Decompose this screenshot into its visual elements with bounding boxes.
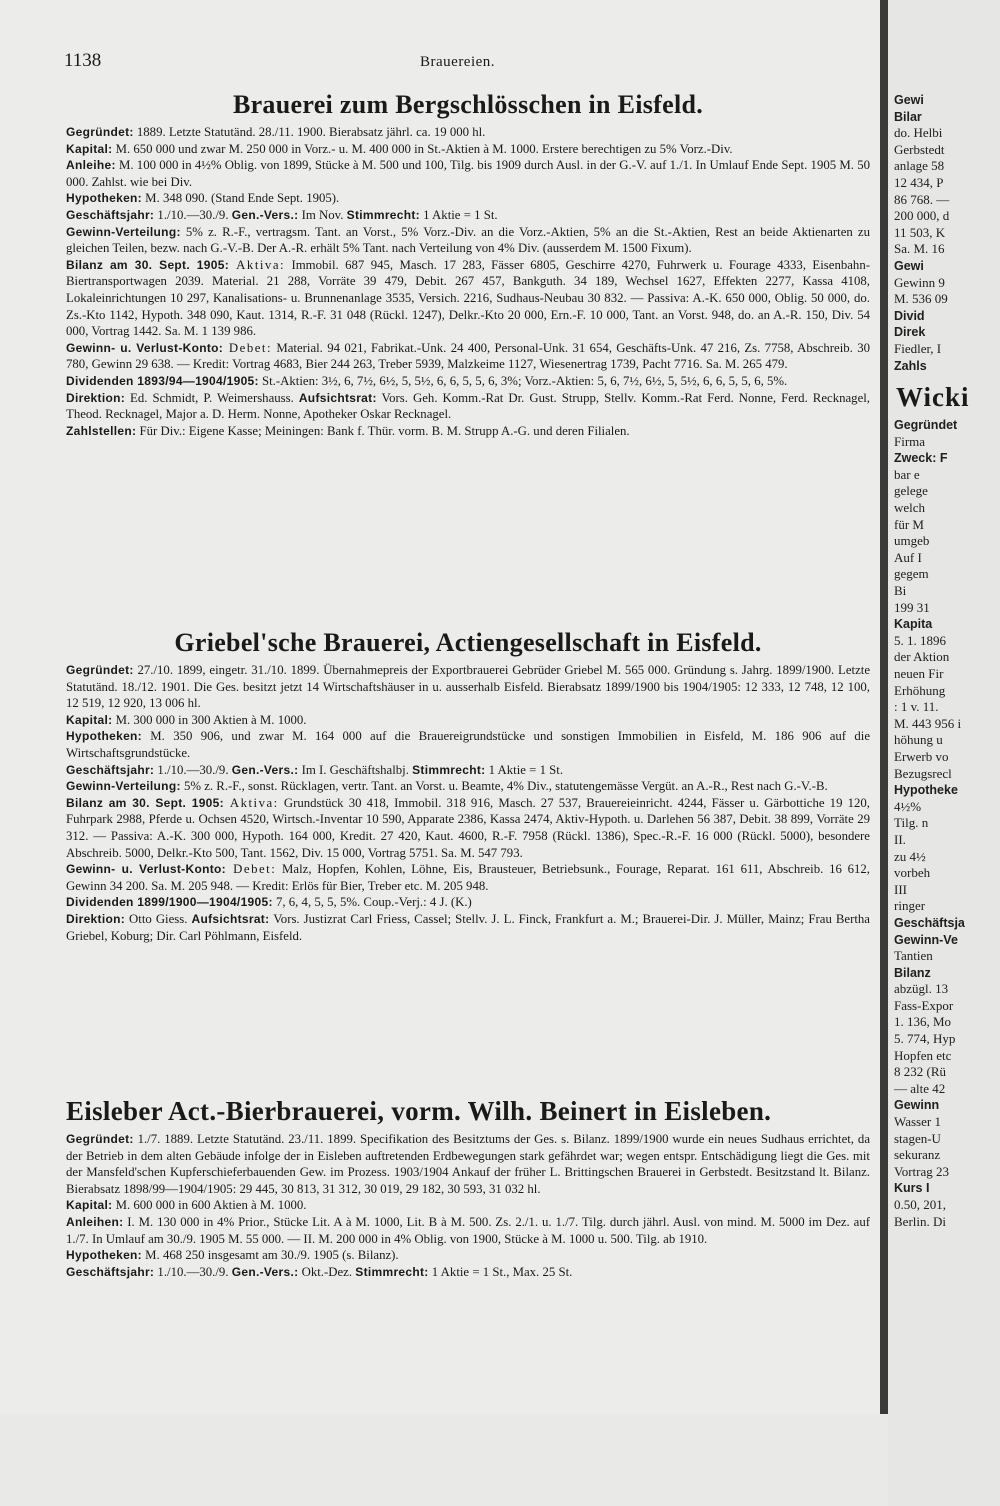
adjacent-column-line: Fiedler, I [894, 340, 942, 356]
entry-label: Kapital: [66, 141, 113, 156]
entry-label: Aufsichtsrat: [191, 911, 270, 926]
adjacent-column-line: sekuranz [894, 1147, 941, 1163]
entry-text: Material. 94 021, Fabrikat.-Unk. 24 400, Personal-Unk. 31 654, Geschäfts-Unk. 47 216, Zs. 7758, Abschreib. 30 780, Gewinn 29 638. — Kredit: Vortrag 4683, Bier 244 263, Treber 5939, Malzkeime 1127, Wiesenertrag 1739, Pacht 7716. Sa. M. 265 479. [66, 340, 871, 372]
adjacent-column-line: Fass-Expor [894, 997, 954, 1013]
entry-text: M. 468 250 insgesamt am 30./9. 1905 (s. Bilanz). [141, 1248, 399, 1263]
entry-paragraph [66, 257, 870, 340]
entry-label: Hypotheken: [66, 1248, 142, 1263]
adjacent-column-line: umgeb [894, 533, 930, 549]
running-head: Brauereien. [420, 54, 496, 70]
adjacent-column-line: 5. 774, Hyp [894, 1031, 956, 1047]
adjacent-column-line: II. [894, 831, 906, 847]
entry-text: M. 348 090. (Stand Ende Sept. 1905). [141, 191, 340, 206]
adjacent-column-line: Zahls [894, 358, 927, 373]
entry-text: Für Div.: Eigene Kasse; Meiningen: Bank f. Thür. vorm. B. M. Strupp A.-G. und deren Filialen. [136, 423, 630, 438]
entry-spaced-label: Debet: [225, 862, 277, 877]
adjacent-column-line: M. 536 09 [894, 291, 948, 307]
entry-label: Stimmrecht: [355, 1264, 429, 1279]
entry-text: 27./10. 1899, eingetr. 31./10. 1899. Übernahmepreis der Exportbrauerei Gebrüder Griebel M. 565 000. Gründung s. Jahrg. 1899/1900. Letzte Statutänd. 18./12. 1901. Die Ges. besitzt jetzt 14 Wirtschaftshäuser in u. ausserhalb Eisfeld. Bierabsatz 1899/1900 bis 1904/1905: 12 333, 12 748, 12 100, 12 519, 12 920, 13 006 hl. [66, 663, 870, 711]
article-bergschloesschen [66, 90, 870, 439]
adjacent-column-line: Gerbstedt [894, 141, 945, 157]
entry-label: Gewinn- u. Verlust-Konto: [66, 862, 226, 877]
adjacent-column-line: 5. 1. 1896 [894, 632, 946, 648]
entry-label: Aufsichtsrat: [298, 390, 377, 405]
adjacent-column-line: Gewinn 9 [894, 274, 945, 290]
entry-paragraph [66, 911, 870, 944]
entry-label: Gewinn-Verteilung: [66, 779, 181, 794]
entry-label: Stimmrecht: [346, 207, 420, 222]
entry-spaced-label: Aktiva: [223, 795, 279, 810]
entry-label: Kapital: [66, 712, 113, 727]
entry-label: Kapital: [66, 1198, 113, 1213]
adjacent-column-line: Kapita [894, 617, 933, 632]
adjacent-column-line: Hypotheke [894, 783, 958, 798]
article-eisleber [66, 1096, 870, 1280]
adjacent-column-line: 200 000, d [894, 208, 950, 224]
adjacent-column-line: Erwerb vo [894, 748, 949, 764]
entry-label: Geschäftsjahr: [66, 207, 155, 222]
adjacent-column-line: 86 768. — [894, 191, 950, 207]
adjacent-column-line: bar e [894, 466, 920, 482]
adjacent-column-line: 11 503, K [894, 224, 946, 240]
entry-label: Gen.-Vers.: [231, 207, 299, 222]
adjacent-column-line: welch [894, 500, 926, 516]
entry-label: Zahlstellen: [66, 423, 137, 438]
adjacent-column-line: Berlin. Di [894, 1213, 946, 1229]
adjacent-column-line: Hopfen etc [894, 1047, 952, 1063]
adjacent-column-line: Kurs I [894, 1181, 930, 1196]
entry-paragraph [66, 1214, 870, 1247]
entry-text: 1./10.—30./9. [154, 1264, 232, 1279]
adjacent-column-line: stagen-U [894, 1130, 941, 1146]
adjacent-column-line: 199 31 [894, 599, 930, 615]
adjacent-column-line: Gewi [894, 93, 924, 107]
adjacent-column-line: Wasser 1 [894, 1114, 941, 1130]
adjacent-column-line: Bi [894, 583, 907, 599]
entry-text: 1 Aktie = 1 St., Max. 25 St. [428, 1264, 573, 1279]
entry-label: Direktion: [66, 911, 126, 926]
entry-text: 1./10.—30./9. [154, 762, 232, 777]
entry-text: Immobil. 687 945, Masch. 17 283, Fässer 6805, Geschirre 4270, Fuhrwerk u. Fourage 4333, Eisenbahn-Biertransportwagen 2039. Material. 21 288, Vorräte 39 479, Debit. 267 457, Bankguth. 34 189, Wechsel 1627, Effekten 2277, Kassa 4108, Lokaleinrichtungen 10 297, Kanalisations- u. Brunnenanlage 3535, Versich. 2216, Sudhaus-Neubau 30 832. — Passiva: A.-K. 650 000, Oblig. 50 000, do. Zs.-Kto 1142, Hypoth. 348 090, Kaut. 1314, R.-F. 31 048 (Rückl. 1247), Delkr.-Kto 20 000, Ern.-F. 10 000, Tant. an Vorst. 948, do. an A.-R. 150, Div. 54 000, Vortrag 1442. Sa. M. 1 139 986. [66, 257, 870, 339]
entry-paragraph [66, 728, 870, 761]
adjacent-column-line: Tantien [894, 948, 933, 964]
adjacent-column-line: Gewinn-Ve [894, 932, 958, 947]
page-number: 1138 [64, 50, 102, 71]
entry-text: 7, 6, 4, 5, 5, 5%. Coup.-Verj.: 4 J. (K.) [272, 895, 472, 910]
adjacent-column-line: Auf I [894, 549, 922, 565]
adjacent-column-line: neuen Fir [894, 666, 944, 681]
entry-label: Dividenden 1893/94—1904/1905: [66, 373, 259, 388]
entry-text: Malz, Hopfen, Kohlen, Löhne, Eis, Brausteuer, Betriebsunk., Fourage, Reparat. 161 611, Abschreib. 16 612, Gewinn 34 200. Sa. M. 205 948. — Kredit: Erlös für Bier, Treber etc. M. 205 948. [66, 862, 871, 893]
entry-label: Gegründet: [66, 663, 134, 677]
adjacent-column-line: Direk [894, 325, 926, 340]
adjacent-column-line: abzügl. 13 [894, 981, 949, 997]
entry-text: M. 300 000 in 300 Aktien à M. 1000. [112, 712, 307, 727]
entry-text: Ed. Schmidt, P. Weimershauss. [125, 390, 299, 405]
adjacent-column-line: Gewi [894, 258, 924, 273]
adjacent-column-line: 12 434, P [894, 174, 944, 190]
entry-paragraph [66, 141, 870, 158]
entry-text: 1 Aktie = 1 St. [419, 207, 498, 222]
entry-label: Direktion: [66, 390, 126, 405]
entry-label: Gegründet: [66, 1132, 134, 1146]
entry-label: Anleihe: [66, 158, 116, 173]
entry-text: 1889. Letzte Statutänd. 28./11. 1900. Bierabsatz jährl. ca. 19 000 hl. [133, 125, 486, 139]
adjacent-column-line: do. Helbi [894, 125, 943, 141]
entry-paragraph [66, 662, 870, 712]
article-title: Griebel'sche Brauerei, Actiengesellschaft in Eisfeld. [174, 628, 762, 657]
entry-text: Vors. Geh. Komm.-Rat Dr. Gust. Strupp, Stellv. Komm.-Rat Ferd. Nonne, Ferd. Recknagel, Theod. Recknagel, Major a. D. Herm. Nonne, Apotheker Oskar Recknagel. [66, 390, 870, 422]
entry-label: Geschäftsjahr: [66, 762, 155, 777]
adjacent-column-line: Gegründet [894, 418, 958, 433]
adjacent-column-line: Wicki [896, 382, 970, 413]
entry-paragraph [66, 1131, 870, 1197]
adjacent-column-line: 1. 136, Mo [894, 1014, 952, 1030]
entry-paragraph [66, 390, 870, 423]
entry-label: Hypotheken: [66, 729, 142, 744]
adjacent-column-line: Tilg. n [894, 815, 929, 831]
entry-text: 5% z. R.-F., vertragsm. Tant. an Vorst., 5% Vorz.-Div. an die Vorz.-Aktien, 5% an die St.-Aktien, Rest an beide Aktienarten zu gleichen Teilen, bezw. nach G.-V.-B. Der A.-R. erhält 5% Tant. nach Verteilung von 4% Div. (ausserdem M. 1500 Fixum). [66, 224, 870, 256]
entry-text: 1 Aktie = 1 St. [485, 762, 564, 777]
adjacent-column-line: Divid [894, 308, 925, 323]
adjacent-column-line: Gewinn [894, 1098, 940, 1113]
article-title: Eisleber Act.-Bierbrauerei, vorm. Wilh. Beinert in Eisleben. [66, 1096, 772, 1126]
entry-text: Otto Giess. [125, 911, 192, 926]
entry-paragraph [66, 157, 870, 190]
entry-label: Anleihen: [66, 1214, 124, 1229]
entry-text: Im Nov. [298, 207, 347, 222]
entry-text: Vors. Justizrat Carl Friess, Cassel; Stellv. J. L. Finck, Frankfurt a. M.; Brauerei-Dir. J. Müller, Mainz; Frau Bertha Griebel, Koburg; Dir. Carl Pöhlmann, Eisfeld. [66, 911, 870, 943]
entry-text: M. 600 000 in 600 Aktien à M. 1000. [112, 1198, 307, 1213]
entry-text: M. 650 000 und zwar M. 250 000 in Vorz.- u. M. 400 000 in St.-Aktien à M. 1000. Erstere berechtigen zu 5% Vorz.-Div. [112, 141, 733, 156]
entry-text: Grundstück 30 418, Immobil. 318 916, Masch. 27 537, Brauereieinricht. 4244, Fässer u. Gärbottiche 19 120, Fuhrpark 2988, Pferde u. Ochsen 4520, Wirtsch.-Inventar 10 590, Apparate 2386, Kassa 2474, Aktiv-Hypoth. u. Darlehen 56 387, Debit. 38 899, Vorräte 29 312. — Passiva: A.-K. 300 000, Hypoth. 164 000, Kredit. 27 420, Kaut. 4600, R.-F. 7958 (Rückl. 1386), Spec.-R.-F. 16 000 (Rückl. 5000), besondere Abschreib. 5000, Delkr.-Kto 500, Tant. 1562, Div. 15 000, Vortrag 5751. Sa. M. 547 793. [66, 795, 870, 860]
entry-label: Gen.-Vers.: [231, 1264, 299, 1279]
entry-label: Bilanz am 30. Sept. 1905: [66, 257, 229, 272]
entry-text: M. 100 000 in 4½% Oblig. von 1899, Stücke à M. 500 und 100, Tilg. bis 1909 durch Ausl. in der G.-V. auf 1./1. In Umlauf Ende Sept. 1905 M. 50 000. Zahlst. wie bei Div. [66, 158, 870, 189]
entry-paragraph [66, 795, 870, 861]
entry-label: Gewinn-Verteilung: [66, 224, 181, 239]
adjacent-column-line: Bezugsrecl [894, 765, 952, 781]
entry-text: Im I. Geschäftshalbj. [298, 762, 413, 777]
entry-paragraph [66, 778, 870, 795]
entry-label: Dividenden 1899/1900—1904/1905: [66, 895, 273, 910]
adjacent-column-line: gelege [894, 483, 928, 499]
entry-spaced-label: Aktiva: [229, 257, 286, 272]
entry-paragraph [66, 224, 870, 257]
entry-text: 5% z. R.-F., sonst. Rücklagen, vertr. Tant. an Vorst. u. Beamte, 4% Div., statutengemässe Vergüt. an A.-R., Rest nach G.-V.-B. [180, 779, 828, 794]
entry-paragraph [66, 894, 870, 911]
entry-paragraph [66, 190, 870, 207]
adjacent-column-line: der Aktion [894, 649, 950, 665]
adjacent-page-column [888, 0, 1000, 1506]
adjacent-column-line: Bilanz [894, 965, 931, 980]
adjacent-column-line: gegem [894, 566, 929, 582]
adjacent-column-line: anlage 58 [894, 158, 945, 174]
adjacent-column-line: für M [894, 516, 924, 532]
page-gutter [880, 0, 888, 1414]
adjacent-column-line: Geschäftsja [894, 915, 965, 930]
entry-label: Hypotheken: [66, 191, 142, 206]
adjacent-column-line: — alte 42 [894, 1080, 946, 1096]
entry-paragraph [66, 207, 870, 224]
adjacent-column-line: M. 443 956 i [894, 715, 962, 731]
adjacent-column-line: Zweck: F [894, 451, 948, 466]
adjacent-column-line: höhung u [894, 732, 943, 748]
adjacent-column-line: ringer [894, 898, 926, 914]
entry-label: Stimmrecht: [412, 762, 486, 777]
entry-paragraph [66, 1197, 870, 1214]
adjacent-column-line: 0.50, 201, [894, 1197, 946, 1212]
entry-paragraph [66, 861, 870, 894]
article-griebel [66, 628, 870, 944]
adjacent-column-line: 4½% [894, 798, 922, 814]
entry-paragraph [66, 1247, 870, 1264]
adjacent-column-line: Vortrag 23 [894, 1163, 950, 1179]
adjacent-column-line: zu 4½ [894, 848, 926, 864]
entry-paragraph [66, 762, 870, 779]
adjacent-column-line: Sa. M. 16 [894, 241, 945, 257]
entry-label: Geschäftsjahr: [66, 1264, 155, 1279]
entry-label: Gen.-Vers.: [231, 762, 299, 777]
entry-text: Okt.-Dez. [298, 1264, 356, 1279]
entry-label: Gewinn- u. Verlust-Konto: [66, 340, 224, 355]
entry-label: Gegründet: [66, 125, 134, 139]
entry-text: 1./7. 1889. Letzte Statutänd. 23./11. 1899. Specifikation des Besitztums der Ges. s. Bilanz. 1899/1900 wurde ein neues Sudhaus errichtet, da der Betrieb in dem alten Gebäude infolge der in Eisleben auftretenden Erdbewegungen stark gefährdet war; wegen entspr. Entschädigung liegt die Ges. mit der Mansfeld'schen Kupferschieferbauenden Gew. im Prozess. 1903/1904 Ankauf der früher L. Brittingschen Brauerei in Gerbstedt. Besitzstand lt. Bilanz. Bierabsatz 1898/99—1904/1905: 29 445, 30 813, 31 312, 30 019, 29 182, 30 593, 31 032 hl. [66, 1132, 870, 1196]
entry-paragraph [66, 340, 870, 373]
entry-paragraph [66, 712, 870, 729]
entry-paragraph [66, 423, 870, 440]
adjacent-column-line: Firma [894, 433, 926, 449]
entry-paragraph [66, 373, 870, 390]
entry-text: St.-Aktien: 3½, 6, 7½, 6½, 5, 5½, 6, 6, 5, 5, 6, 3%; Vorz.-Aktien: 5, 6, 7½, 6½, 5, 5½, 6, 6, 5, 5, 6, 5%. [258, 373, 788, 388]
adjacent-column-line: Bilar [894, 109, 922, 124]
adjacent-column-line: vorbeh [894, 865, 931, 881]
entry-paragraph [66, 124, 870, 141]
adjacent-column-line: : 1 v. 11. [894, 699, 939, 715]
entry-label: Bilanz am 30. Sept. 1905: [66, 795, 224, 810]
entry-paragraph [66, 1264, 870, 1281]
entry-spaced-label: Debet: [223, 340, 273, 355]
article-title: Brauerei zum Bergschlösschen in Eisfeld. [232, 90, 704, 119]
adjacent-column-line: Erhöhung [894, 682, 946, 698]
adjacent-column-line: 8 232 (Rü [894, 1064, 946, 1080]
entry-text: 1./10.—30./9. [154, 207, 232, 222]
entry-text: M. 350 906, und zwar M. 164 000 auf die Brauereigrundstücke und sonstigen Immobilien in Eisfeld, M. 186 906 auf die Wirtschaftsgrundstücke. [66, 729, 870, 760]
entry-text: I. M. 130 000 in 4% Prior., Stücke Lit. A à M. 1000, Lit. B à M. 500. Zs. 2./1. u. 1./7. Tilg. durch jährl. Ausl. von mind. M. 5000 im Dez. auf 1./7. In Umlauf am 30./9. 1905 M. 55 000. — II. M. 200 000 in 4% Oblig. von 1900, Stücke à M. 1000 u. 500. Tilg. ab 1910. [66, 1214, 870, 1246]
adjacent-column-line: III [894, 881, 907, 897]
